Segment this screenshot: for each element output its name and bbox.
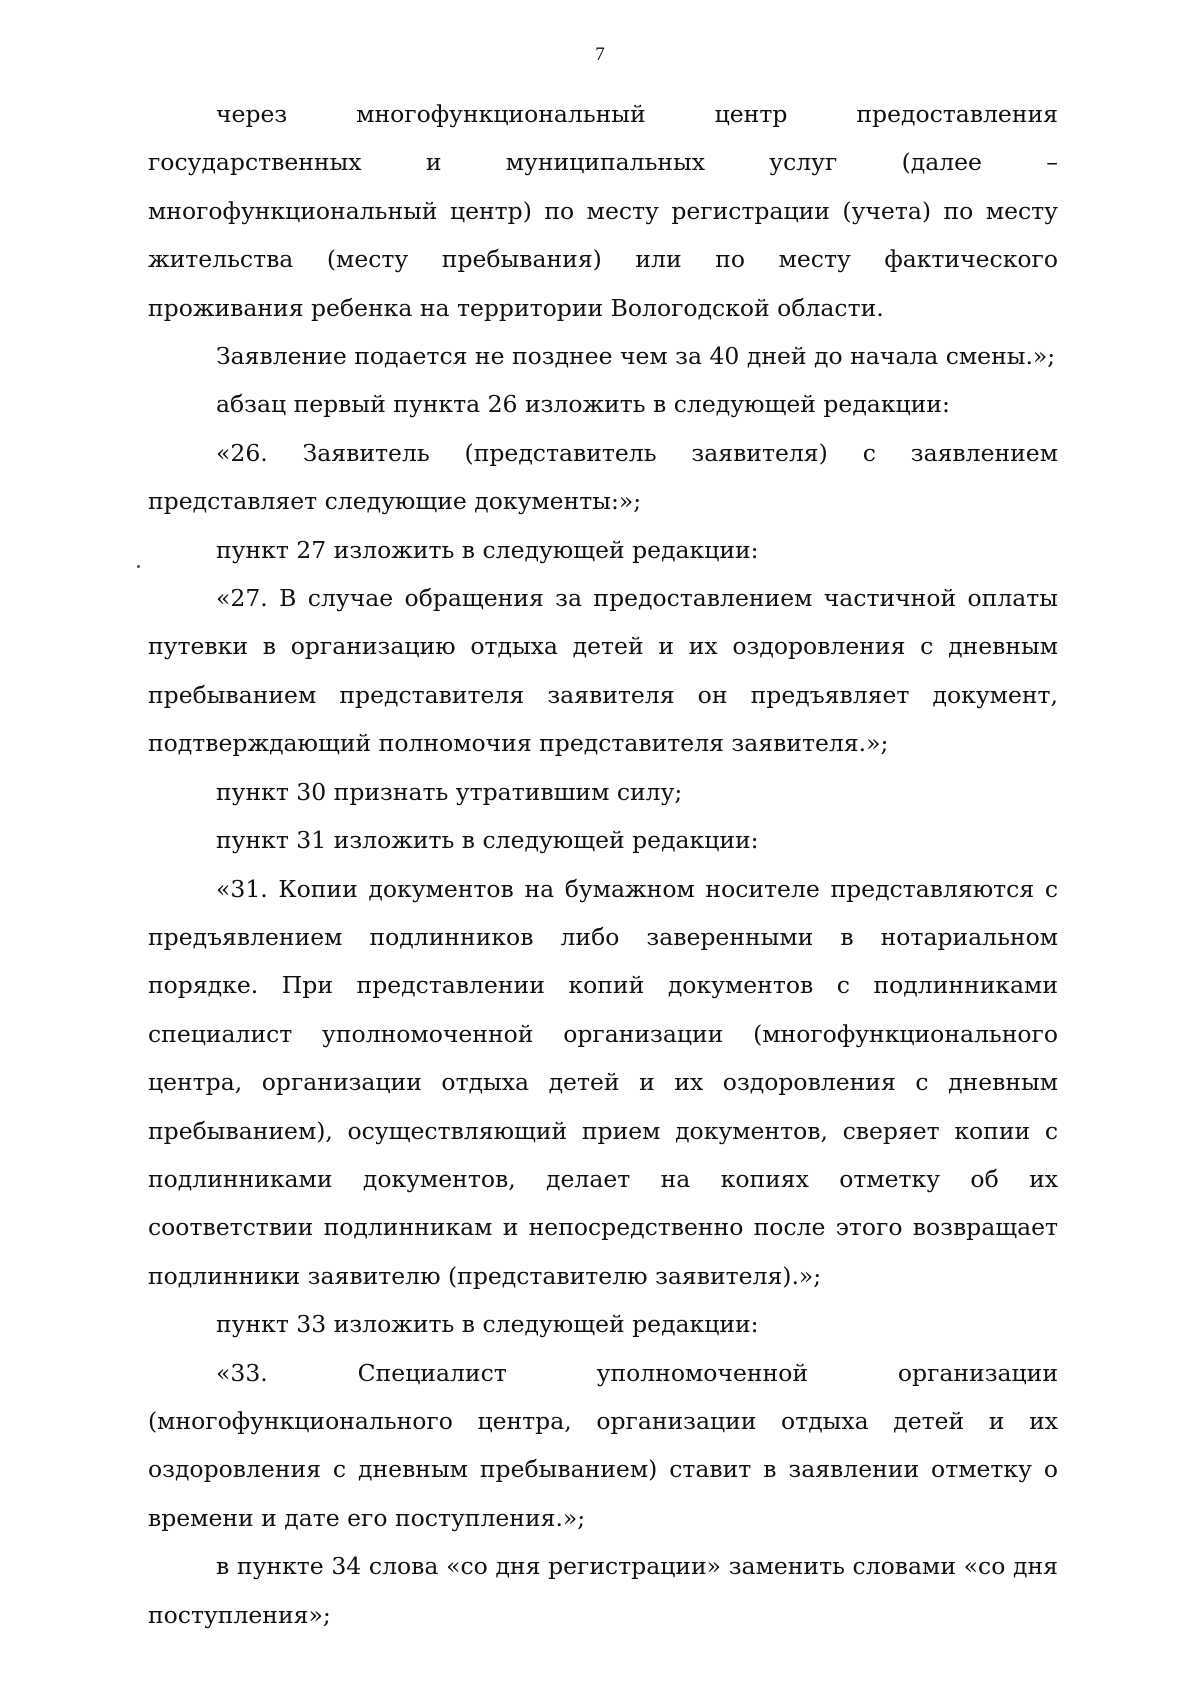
paragraph-deadline: Заявление подается не позднее чем за 40 дней до начала смены.»; [216, 342, 1056, 371]
paragraph-point-27: «27. В случае обращения за предоставлением частичной оплаты путевки в организацию отдыха детей и их оздоровления с дневным пребыванием представителя заявителя он предъявляет документ, подтверждающий полномочия представителя заявителя.»; [148, 584, 1058, 758]
page-number: 7 [595, 44, 605, 65]
paragraph-point-31: «31. Копии документов на бумажном носителе представляются с предъявлением подлинников либо заверенными в нотариальном порядке. При представлении копий документов с подлинниками специалист уполномоченной организации (многофункционального центра, организации отдыха детей и их оздоровления с дневным пребыванием), осуществляющий прием документов, сверяет копии с подлинниками документов, делает на копиях отметку об их соответствии подлинникам и непосредственно после этого возвращает подлинники заявителю (представителю заявителя).»; [148, 874, 1058, 1290]
paragraph-amend-26: абзац первый пункта 26 изложить в следующей редакции: [216, 390, 950, 419]
paragraph-point-26: «26. Заявитель (представитель заявителя) с заявлением представляет следующие документы:»; [148, 438, 1058, 516]
paragraph-amend-27: пункт 27 изложить в следующей редакции: [216, 535, 759, 564]
paragraph-amend-31: пункт 31 изложить в следующей редакции: [216, 826, 759, 855]
paragraph-amend-33: пункт 33 изложить в следующей редакции: [216, 1310, 759, 1339]
scan-speck [137, 565, 140, 568]
paragraph-point-33: «33. Специалист уполномоченной организации (многофункционального центра, организации отдыха детей и их оздоровления с дневным пребыванием) ставит в заявлении отметку о времени и дате его поступления.»; [148, 1358, 1058, 1532]
document-body [148, 90, 1058, 1639]
paragraph-repeal-30: пункт 30 признать утратившим силу; [216, 777, 683, 806]
paragraph-mfc-submission: через многофункциональный центр предоставления государственных и муниципальных услуг (далее – многофункциональный центр) по месту регистрации (учета) по месту жительства (месту пребывания) или по месту фактического проживания ребенка на территории Вологодской области. [148, 100, 1058, 322]
paragraph-point-34: в пункте 34 слова «со дня регистрации» заменить словами «со дня поступления»; [148, 1552, 1058, 1629]
